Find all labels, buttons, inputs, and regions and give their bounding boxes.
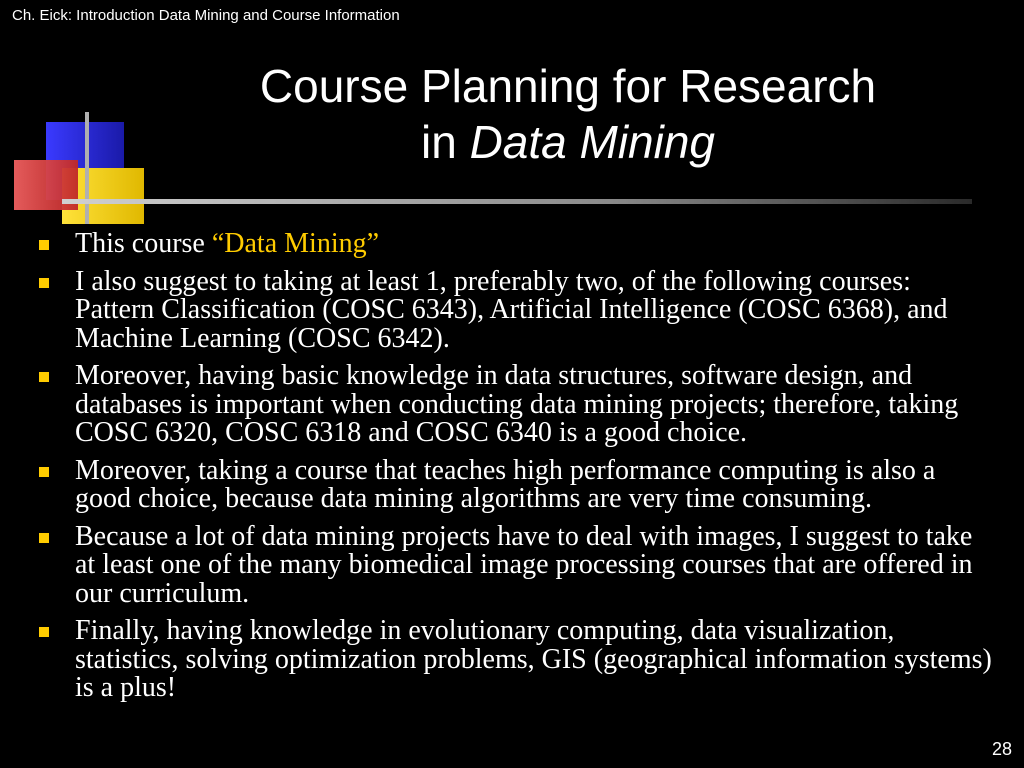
page-number: 28 xyxy=(991,739,1012,759)
bullet-square-icon xyxy=(39,372,49,382)
title-line-1: Course Planning for Research xyxy=(259,60,877,112)
bullet-text: Because a lot of data mining projects have to deal with images, I suggest to take at least one of the many biomedical image processing courses that are offered in our curriculum. xyxy=(75,520,973,609)
bullet-list xyxy=(36,230,996,712)
bullet-square-icon xyxy=(39,467,49,477)
bullet-square-icon xyxy=(39,627,49,637)
bullet-text: Moreover, having basic knowledge in data structures, software design, and databases is important when conducting data mining projects; therefore, taking COSC 6320, COSC 6318 and COSC 6340 is a good choice. xyxy=(75,360,959,448)
bullet-text: Finally, having knowledge in evolutionary computing, data visualization, statistics, solving optimization problems, GIS (geographical information systems) is a plus! xyxy=(75,615,992,703)
bullet-text: Moreover, taking a course that teaches high performance computing is also a good choice, because data mining algorithms are very time consuming. xyxy=(75,454,936,514)
bullet-item xyxy=(36,362,996,448)
bullet-item xyxy=(36,617,996,703)
bullet-highlight-text: “Data Mining” xyxy=(211,228,380,259)
bullet-item xyxy=(36,454,996,514)
bullet-square-icon xyxy=(39,240,49,250)
title-line-2-italic: Data Mining xyxy=(469,116,716,168)
bullet-text: I also suggest to taking at least 1, preferably two, of the following courses: Pattern Classification (COSC 6343), Artificial Intelligence (COSC 6368), and Machine Learning (COSC 6342). xyxy=(75,265,948,354)
bullet-square-icon xyxy=(39,533,49,543)
slide-title xyxy=(200,58,936,170)
title-line-2 xyxy=(200,114,936,170)
bullet-item xyxy=(36,230,996,259)
title-line-2-prefix: in xyxy=(420,116,470,168)
horizontal-divider-line xyxy=(62,199,972,204)
bullet-text-prefix: This course xyxy=(75,228,212,259)
bullet-item xyxy=(36,520,996,609)
bullet-square-icon xyxy=(39,278,49,288)
vertical-divider-line xyxy=(85,112,89,224)
bullet-item xyxy=(36,265,996,354)
slide-footer-text: Ch. Eick: Introduction Data Mining and Course Information xyxy=(12,7,400,24)
